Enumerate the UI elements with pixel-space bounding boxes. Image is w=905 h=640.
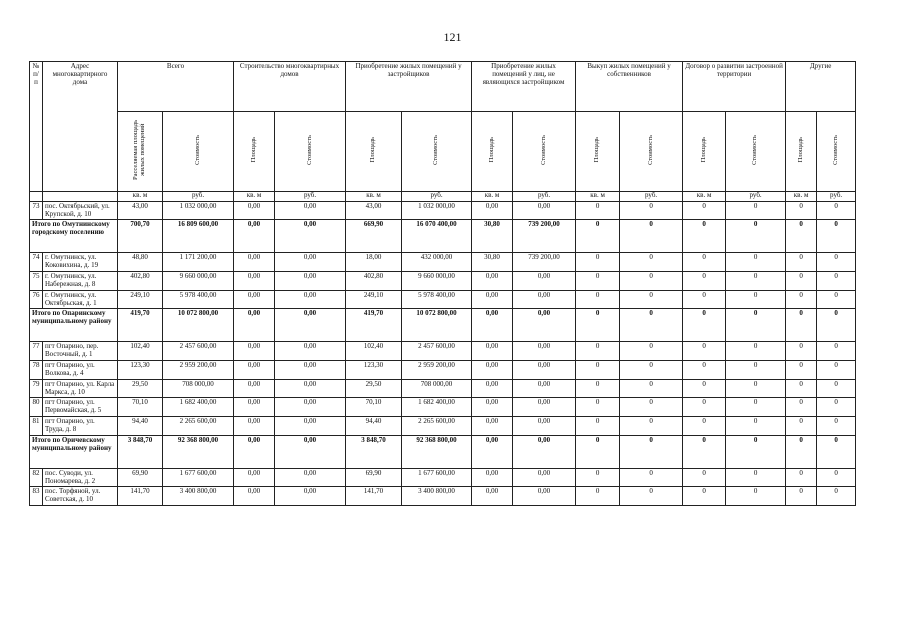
value-cell: 0,00 — [275, 290, 346, 309]
value-cell: 0 — [620, 272, 683, 291]
value-cell: 0,00 — [472, 398, 513, 417]
value-cell: 708 000,00 — [402, 379, 472, 398]
value-cell: 0 — [726, 487, 786, 506]
value-cell: 0 — [786, 379, 817, 398]
subheader-label: Площадь — [487, 137, 495, 163]
value-cell: 0,00 — [472, 435, 513, 468]
unit-cell: кв. м — [786, 191, 817, 201]
value-cell: 1 682 400,00 — [163, 398, 234, 417]
group-header-row — [30, 62, 856, 112]
table-row — [30, 290, 856, 309]
row-address: пос. Суводи, ул. Пономарева, д. 2 — [43, 468, 118, 487]
row-number: 75 — [30, 272, 43, 291]
subtotal-label: Итого по Омутнинскому городскому поселению — [30, 220, 118, 253]
value-cell: 249,10 — [118, 290, 163, 309]
value-cell: 5 978 400,00 — [163, 290, 234, 309]
value-cell: 2 265 600,00 — [402, 417, 472, 436]
unit-cell: руб. — [513, 191, 576, 201]
subtotal-row — [30, 435, 856, 468]
row-number: 82 — [30, 468, 43, 487]
value-cell: 0 — [726, 290, 786, 309]
subheader-label: Расселяемая площадь жилых помещений — [132, 119, 146, 181]
value-cell: 0,00 — [472, 361, 513, 380]
value-cell: 0 — [576, 309, 620, 342]
value-cell: 0,00 — [513, 361, 576, 380]
unit-cell: руб. — [817, 191, 856, 201]
value-cell: 0,00 — [275, 220, 346, 253]
value-cell: 0 — [576, 342, 620, 361]
subtotal-row — [30, 309, 856, 342]
value-cell: 0 — [726, 201, 786, 220]
value-cell: 0 — [786, 361, 817, 380]
subheader-label: Площадь — [249, 137, 257, 163]
value-cell: 0,00 — [472, 309, 513, 342]
value-cell: 0 — [620, 398, 683, 417]
value-cell: 0,00 — [275, 435, 346, 468]
value-cell: 0 — [726, 435, 786, 468]
subheader-label: Стоимость — [539, 135, 547, 165]
row-number: 81 — [30, 417, 43, 436]
value-cell: 0 — [620, 309, 683, 342]
col-no-header: № п/п — [30, 62, 43, 192]
value-cell: 0 — [620, 290, 683, 309]
value-cell: 70,10 — [346, 398, 402, 417]
value-cell: 402,80 — [346, 272, 402, 291]
value-cell: 102,40 — [118, 342, 163, 361]
value-cell: 0,00 — [472, 417, 513, 436]
value-cell: 1 032 000,00 — [402, 201, 472, 220]
value-cell: 18,00 — [346, 253, 402, 272]
value-cell: 0,00 — [472, 379, 513, 398]
row-address: г. Омутнинск, ул. Набережная, д. 8 — [43, 272, 118, 291]
value-cell: 0 — [620, 342, 683, 361]
value-cell: 0 — [817, 487, 856, 506]
value-cell: 0 — [683, 290, 726, 309]
row-number: 78 — [30, 361, 43, 380]
value-cell: 0 — [576, 253, 620, 272]
col-address-header: Адрес многоквартирного дома — [43, 62, 118, 192]
value-cell: 0,00 — [275, 398, 346, 417]
value-cell: 70,10 — [118, 398, 163, 417]
subheader-cell — [346, 112, 402, 192]
value-cell: 0,00 — [234, 201, 275, 220]
unit-cell: кв. м — [118, 191, 163, 201]
row-address: пгт Опарино, ул. Труда, д. 8 — [43, 417, 118, 436]
value-cell: 0 — [817, 435, 856, 468]
value-cell: 0,00 — [275, 253, 346, 272]
value-cell: 0,00 — [234, 417, 275, 436]
value-cell: 92 368 800,00 — [402, 435, 472, 468]
subheader-label: Стоимость — [305, 135, 313, 165]
value-cell: 0 — [683, 361, 726, 380]
row-address: пгт Опарино, пер. Восточный, д. 1 — [43, 342, 118, 361]
value-cell: 94,40 — [118, 417, 163, 436]
value-cell: 0 — [576, 272, 620, 291]
value-cell: 69,90 — [118, 468, 163, 487]
value-cell: 0,00 — [513, 468, 576, 487]
value-cell: 3 400 800,00 — [163, 487, 234, 506]
subheader-cell — [402, 112, 472, 192]
row-number: 76 — [30, 290, 43, 309]
value-cell: 700,70 — [118, 220, 163, 253]
value-cell: 0 — [620, 220, 683, 253]
value-cell: 0 — [786, 435, 817, 468]
subheader-cell — [786, 112, 817, 192]
value-cell: 402,80 — [118, 272, 163, 291]
subtotal-row — [30, 220, 856, 253]
value-cell: 2 457 600,00 — [163, 342, 234, 361]
subheader-cell — [163, 112, 234, 192]
value-cell: 0 — [726, 220, 786, 253]
table-row — [30, 417, 856, 436]
value-cell: 0,00 — [275, 201, 346, 220]
value-cell: 0 — [726, 468, 786, 487]
row-number: 73 — [30, 201, 43, 220]
group-header-total: Всего — [118, 62, 234, 112]
value-cell: 1 171 200,00 — [163, 253, 234, 272]
value-cell: 0 — [786, 220, 817, 253]
value-cell: 1 677 600,00 — [163, 468, 234, 487]
value-cell: 0 — [620, 468, 683, 487]
value-cell: 0 — [786, 487, 817, 506]
unit-cell: кв. м — [472, 191, 513, 201]
value-cell: 0,00 — [472, 290, 513, 309]
housing-resettlement-table — [29, 61, 856, 506]
subheader-label: Стоимость — [831, 135, 839, 165]
value-cell: 0,00 — [234, 253, 275, 272]
value-cell: 739 200,00 — [513, 253, 576, 272]
value-cell: 0,00 — [513, 417, 576, 436]
value-cell: 0 — [683, 487, 726, 506]
row-number: 83 — [30, 487, 43, 506]
value-cell: 0 — [786, 309, 817, 342]
value-cell: 0 — [786, 417, 817, 436]
value-cell: 0 — [620, 417, 683, 436]
group-header-territory: Договор о развитии застроенной территории — [683, 62, 786, 112]
value-cell: 0 — [683, 417, 726, 436]
value-cell: 0 — [786, 253, 817, 272]
value-cell: 0 — [683, 309, 726, 342]
value-cell: 123,30 — [118, 361, 163, 380]
value-cell: 9 660 000,00 — [402, 272, 472, 291]
table-row — [30, 398, 856, 417]
value-cell: 669,90 — [346, 220, 402, 253]
value-cell: 0 — [576, 398, 620, 417]
value-cell: 0 — [620, 253, 683, 272]
value-cell: 2 457 600,00 — [402, 342, 472, 361]
value-cell: 0 — [576, 290, 620, 309]
value-cell: 0 — [726, 379, 786, 398]
value-cell: 0 — [683, 253, 726, 272]
value-cell: 0,00 — [234, 220, 275, 253]
value-cell: 419,70 — [118, 309, 163, 342]
value-cell: 0 — [726, 342, 786, 361]
row-address: пгт Опарино, ул. Карла Маркса, д. 10 — [43, 379, 118, 398]
value-cell: 0,00 — [234, 309, 275, 342]
value-cell: 0,00 — [513, 342, 576, 361]
value-cell: 0,00 — [275, 361, 346, 380]
value-cell: 0 — [817, 398, 856, 417]
value-cell: 2 959 200,00 — [402, 361, 472, 380]
group-header-other: Другие — [786, 62, 856, 112]
value-cell: 0 — [817, 290, 856, 309]
value-cell: 0,00 — [513, 201, 576, 220]
value-cell: 5 978 400,00 — [402, 290, 472, 309]
subheader-row — [30, 112, 856, 192]
subtotal-label: Итого по Оричевскому муниципальному району — [30, 435, 118, 468]
value-cell: 0,00 — [472, 201, 513, 220]
value-cell: 0,00 — [275, 468, 346, 487]
value-cell: 739 200,00 — [513, 220, 576, 253]
value-cell: 0 — [576, 487, 620, 506]
value-cell: 0,00 — [234, 361, 275, 380]
value-cell: 0 — [576, 417, 620, 436]
value-cell: 0,00 — [275, 379, 346, 398]
value-cell: 30,80 — [472, 220, 513, 253]
value-cell: 0 — [817, 220, 856, 253]
value-cell: 0 — [817, 309, 856, 342]
subheader-label: Стоимость — [646, 135, 654, 165]
value-cell: 0,00 — [472, 468, 513, 487]
value-cell: 0 — [726, 361, 786, 380]
value-cell: 0 — [620, 201, 683, 220]
value-cell: 0,00 — [234, 487, 275, 506]
group-header-buyout: Выкуп жилых помещений у собственников — [576, 62, 683, 112]
value-cell: 16 809 600,00 — [163, 220, 234, 253]
subheader-label: Стоимость — [751, 135, 759, 165]
row-address: г. Омутнинск, ул. Октябрьская, д. 1 — [43, 290, 118, 309]
value-cell: 0 — [726, 417, 786, 436]
value-cell: 10 072 800,00 — [163, 309, 234, 342]
value-cell: 0 — [576, 201, 620, 220]
value-cell: 0 — [786, 342, 817, 361]
value-cell: 0 — [683, 435, 726, 468]
table-row — [30, 468, 856, 487]
unit-cell: кв. м — [683, 191, 726, 201]
subheader-label: Стоимость — [432, 135, 440, 165]
value-cell: 29,50 — [346, 379, 402, 398]
value-cell: 123,30 — [346, 361, 402, 380]
value-cell: 0,00 — [513, 290, 576, 309]
value-cell: 0,00 — [275, 272, 346, 291]
value-cell: 102,40 — [346, 342, 402, 361]
unit-cell: руб. — [275, 191, 346, 201]
value-cell: 0,00 — [275, 487, 346, 506]
value-cell: 0 — [683, 220, 726, 253]
value-cell: 249,10 — [346, 290, 402, 309]
table-row — [30, 272, 856, 291]
subheader-cell — [513, 112, 576, 192]
value-cell: 0,00 — [234, 290, 275, 309]
value-cell: 0 — [683, 272, 726, 291]
value-cell: 419,70 — [346, 309, 402, 342]
value-cell: 0,00 — [234, 398, 275, 417]
row-number: 74 — [30, 253, 43, 272]
subheader-cell — [234, 112, 275, 192]
row-address: пос. Торфяной, ул. Советская, д. 10 — [43, 487, 118, 506]
value-cell: 1 032 000,00 — [163, 201, 234, 220]
value-cell: 0 — [620, 379, 683, 398]
value-cell: 0 — [817, 379, 856, 398]
subheader-label: Площадь — [699, 137, 707, 163]
value-cell: 0 — [786, 468, 817, 487]
subheader-cell — [576, 112, 620, 192]
value-cell: 2 265 600,00 — [163, 417, 234, 436]
value-cell: 43,00 — [118, 201, 163, 220]
value-cell: 0 — [683, 201, 726, 220]
value-cell: 0,00 — [234, 435, 275, 468]
unit-cell-empty — [30, 191, 43, 201]
subheader-label: Площадь — [796, 137, 804, 163]
group-header-purchase-nondevelopers: Приобретение жилых помещений у лиц, не являющихся застройщиком — [472, 62, 576, 112]
row-address: пгт Опарино, ул. Первомайская, д. 5 — [43, 398, 118, 417]
row-number: 77 — [30, 342, 43, 361]
value-cell: 0 — [786, 201, 817, 220]
unit-cell: руб. — [163, 191, 234, 201]
value-cell: 0 — [576, 220, 620, 253]
value-cell: 29,50 — [118, 379, 163, 398]
value-cell: 0 — [726, 398, 786, 417]
value-cell: 0 — [817, 253, 856, 272]
value-cell: 708 000,00 — [163, 379, 234, 398]
unit-cell: руб. — [726, 191, 786, 201]
table-row — [30, 342, 856, 361]
value-cell: 1 677 600,00 — [402, 468, 472, 487]
value-cell: 0 — [817, 272, 856, 291]
value-cell: 432 000,00 — [402, 253, 472, 272]
group-header-purchase-developers: Приобретение жилых помещений у застройщиков — [346, 62, 472, 112]
subheader-cell — [472, 112, 513, 192]
value-cell: 0,00 — [472, 272, 513, 291]
unit-cell: кв. м — [576, 191, 620, 201]
value-cell: 0 — [817, 417, 856, 436]
page-number: 121 — [443, 30, 462, 44]
value-cell: 141,70 — [346, 487, 402, 506]
subheader-label: Площадь — [593, 137, 601, 163]
value-cell: 2 959 200,00 — [163, 361, 234, 380]
table-row — [30, 379, 856, 398]
value-cell: 0 — [576, 361, 620, 380]
value-cell: 3 848,70 — [346, 435, 402, 468]
unit-cell: руб. — [402, 191, 472, 201]
value-cell: 9 660 000,00 — [163, 272, 234, 291]
value-cell: 0 — [576, 468, 620, 487]
row-number: 80 — [30, 398, 43, 417]
unit-cell: кв. м — [234, 191, 275, 201]
subheader-cell — [726, 112, 786, 192]
value-cell: 0,00 — [513, 379, 576, 398]
value-cell: 0 — [620, 435, 683, 468]
value-cell: 0 — [620, 487, 683, 506]
subheader-cell — [118, 112, 163, 192]
unit-cell-empty — [43, 191, 118, 201]
value-cell: 0 — [817, 361, 856, 380]
value-cell: 0 — [683, 468, 726, 487]
subheader-label: Площадь — [369, 137, 377, 163]
table-row — [30, 487, 856, 506]
value-cell: 0,00 — [275, 309, 346, 342]
table-row — [30, 201, 856, 220]
value-cell: 0 — [576, 379, 620, 398]
value-cell: 0,00 — [472, 342, 513, 361]
value-cell: 0 — [683, 398, 726, 417]
value-cell: 0,00 — [234, 342, 275, 361]
value-cell: 0 — [683, 342, 726, 361]
value-cell: 0 — [786, 398, 817, 417]
value-cell: 0 — [726, 272, 786, 291]
value-cell: 0,00 — [513, 435, 576, 468]
value-cell: 69,90 — [346, 468, 402, 487]
table-row — [30, 361, 856, 380]
value-cell: 0 — [726, 309, 786, 342]
subheader-cell — [683, 112, 726, 192]
row-address: пгт Опарино, ул. Волкова, д. 4 — [43, 361, 118, 380]
value-cell: 0 — [683, 379, 726, 398]
value-cell: 30,80 — [472, 253, 513, 272]
value-cell: 0,00 — [234, 272, 275, 291]
table-body — [30, 201, 856, 505]
value-cell: 0,00 — [275, 417, 346, 436]
group-header-construction: Строительство многоквартирных домов — [234, 62, 346, 112]
value-cell: 92 368 800,00 — [163, 435, 234, 468]
value-cell: 0 — [817, 468, 856, 487]
row-number: 79 — [30, 379, 43, 398]
value-cell: 0 — [726, 253, 786, 272]
value-cell: 0,00 — [513, 487, 576, 506]
value-cell: 16 070 400,00 — [402, 220, 472, 253]
unit-cell: кв. м — [346, 191, 402, 201]
value-cell: 3 848,70 — [118, 435, 163, 468]
value-cell: 0 — [817, 201, 856, 220]
value-cell: 0,00 — [234, 379, 275, 398]
subtotal-label: Итого по Опаринскому муниципальному району — [30, 309, 118, 342]
row-address: пос. Октябрьский, ул. Крупской, д. 10 — [43, 201, 118, 220]
unit-row — [30, 191, 856, 201]
value-cell: 48,80 — [118, 253, 163, 272]
value-cell: 0,00 — [472, 487, 513, 506]
row-address: г. Омутнинск, ул. Коковихина, д. 19 — [43, 253, 118, 272]
value-cell: 0,00 — [234, 468, 275, 487]
value-cell: 94,40 — [346, 417, 402, 436]
value-cell: 0 — [786, 290, 817, 309]
value-cell: 43,00 — [346, 201, 402, 220]
subheader-cell — [620, 112, 683, 192]
value-cell: 0,00 — [513, 309, 576, 342]
subheader-label: Стоимость — [193, 135, 201, 165]
value-cell: 1 682 400,00 — [402, 398, 472, 417]
value-cell: 0,00 — [275, 342, 346, 361]
subheader-cell — [275, 112, 346, 192]
value-cell: 0 — [817, 342, 856, 361]
table-row — [30, 253, 856, 272]
value-cell: 10 072 800,00 — [402, 309, 472, 342]
value-cell: 0 — [576, 435, 620, 468]
subheader-cell — [817, 112, 856, 192]
value-cell: 141,70 — [118, 487, 163, 506]
value-cell: 0 — [786, 272, 817, 291]
value-cell: 0,00 — [513, 272, 576, 291]
value-cell: 3 400 800,00 — [402, 487, 472, 506]
value-cell: 0 — [620, 361, 683, 380]
value-cell: 0,00 — [513, 398, 576, 417]
unit-cell: руб. — [620, 191, 683, 201]
